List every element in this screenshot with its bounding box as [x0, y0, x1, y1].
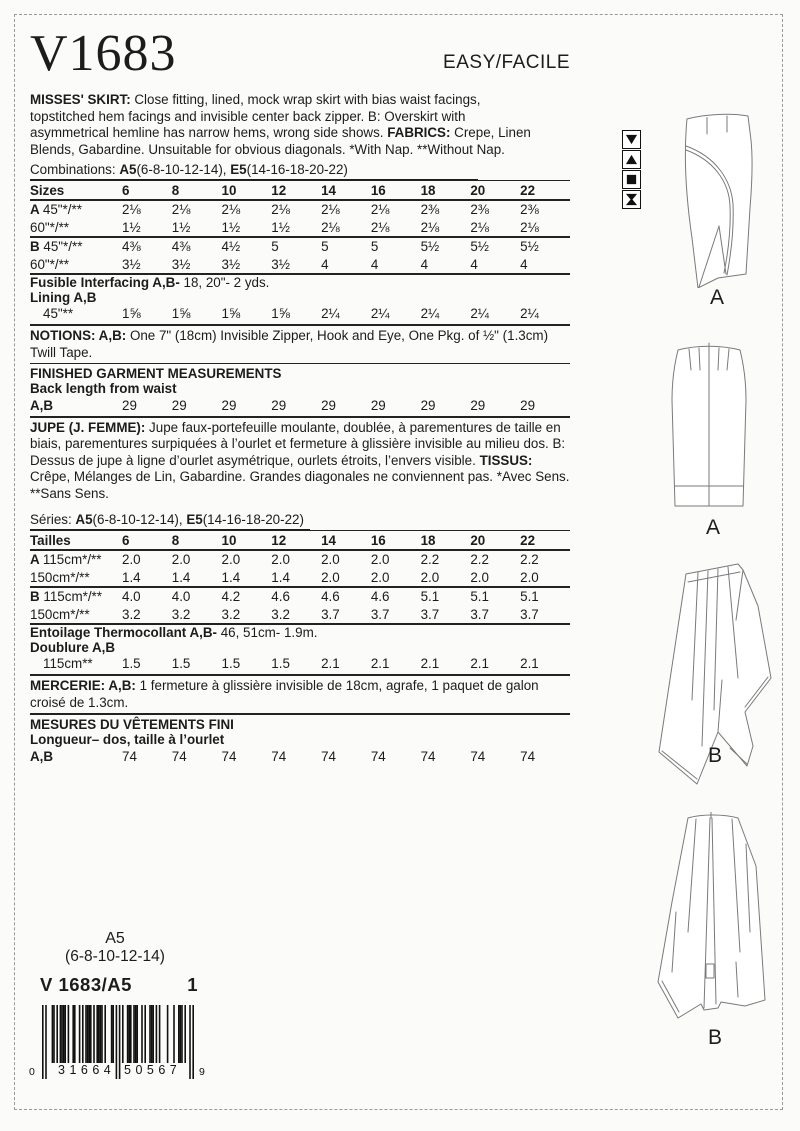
value-cell: 2.2 [520, 552, 539, 567]
figure-type-icons [622, 130, 641, 209]
section-rule [30, 363, 570, 364]
fabrics-label: FABRICS: [387, 125, 451, 140]
value-cell: 4.0 [171, 589, 191, 604]
value-cell: 4.0 [122, 589, 141, 604]
value-cell: 2.0 [370, 569, 390, 585]
mesures-title: MESURES DU VÊTEMENTS FINI [30, 717, 234, 732]
column-header: 6 [122, 532, 130, 548]
column-header: 18 [420, 182, 436, 198]
value-cell: 3½ [171, 256, 191, 272]
value-cell: 74 [221, 748, 237, 764]
column-header: 10 [221, 182, 237, 198]
column-header: Tailles [30, 532, 71, 548]
row-label: 150cm*/** [30, 569, 90, 585]
doublure-yardage-table [30, 655, 570, 673]
value-cell: 3.7 [321, 606, 340, 622]
value-cell: 1.4 [271, 569, 290, 585]
value-cell: 3.2 [271, 606, 290, 622]
value-cell: 2⅛ [321, 202, 340, 217]
yardage-table-imperial [30, 180, 570, 275]
value-cell: 5 [271, 239, 279, 254]
description-french: JUPE (J. FEMME): Jupe faux-portefeuille moulante, doublée, à parementures de taille en biais, parementures surpiquées à l’ourlet et fermeture à glissière invisible au milieu dos. B: Dessus de jupe à ligne d’ourlet asymétrique, ourlets étroits, l’envers visible. TISSUS: Crêpe, Mélanges de Lin, Gabardine. Grandes diagonales ne conviennent pas. *Avec Sens. **Sans Sens. [30, 419, 570, 501]
footer-block [29, 930, 205, 1081]
value-cell: 2⅛ [171, 202, 191, 217]
value-cell: 2.0 [420, 569, 440, 585]
table-row [30, 396, 570, 414]
column-header: 8 [171, 182, 180, 198]
hourglass-icon [622, 190, 641, 209]
value-cell: 2.0 [321, 569, 340, 585]
inverted-triangle-icon [622, 130, 641, 149]
value-cell: 4 [321, 256, 329, 272]
table-row [30, 237, 570, 256]
value-cell: 2¼ [321, 306, 340, 321]
column-header: 12 [271, 182, 287, 198]
view-a-front-drawing [672, 112, 764, 288]
row-label: A,B [30, 397, 54, 413]
value-cell: 1⅝ [171, 306, 191, 321]
value-cell: 4⅜ [122, 239, 141, 254]
value-cell: 74 [122, 748, 137, 764]
value-cell: 2.0 [171, 552, 191, 567]
value-cell: 29 [321, 397, 336, 413]
value-cell: 2.1 [370, 656, 390, 671]
combinations-label: Combinations: [30, 162, 120, 177]
entoilage-line: Entoilage Thermocollant A,B- 46, 51cm- 1.9m. [30, 624, 318, 640]
row-label: B 45"*/** [30, 239, 83, 254]
row-label: 115cm** [43, 656, 93, 671]
value-cell: 5.1 [520, 589, 539, 604]
section-rule [30, 713, 570, 715]
view-a-front-label: A [709, 286, 724, 309]
column-header: 14 [321, 532, 336, 548]
table-row [30, 550, 570, 569]
value-cell: 74 [271, 748, 287, 764]
value-cell: 74 [470, 748, 486, 764]
finished-measurements-title: FINISHED GARMENT MEASUREMENTS [30, 366, 282, 381]
lining-yardage-table [30, 305, 570, 323]
notions-paragraph: NOTIONS: A,B: One 7" (18cm) Invisible Zipper, Hook and Eye, One Pkg. of ½" (1.3cm) Twill Tape. [30, 328, 549, 360]
table-row [30, 568, 570, 587]
value-cell: 5.1 [470, 589, 489, 604]
barcode-digit-check: 9 [199, 1066, 205, 1078]
difficulty-level: EASY/FACILE [443, 52, 570, 73]
view-a-back-label: A [705, 516, 720, 539]
row-label: A 45"*/** [30, 202, 82, 217]
value-cell: 1.5 [171, 656, 191, 671]
column-header: Sizes [30, 182, 65, 198]
barcode [29, 1005, 205, 1081]
column-header: 10 [221, 532, 237, 548]
table-row [30, 305, 570, 323]
series-line: Séries: A5(6-8-10-12-14), E5(14-16-18-20-22) [30, 512, 570, 530]
finished-measurements-subtitle: Back length from waist [30, 381, 177, 396]
barcode-digit-lead: 0 [29, 1066, 35, 1078]
value-cell: 2⅜ [470, 202, 489, 217]
section-rule [30, 416, 570, 418]
mesures-subtitle: Longueur– dos, taille à l’ourlet [30, 732, 225, 747]
value-cell: 5 [321, 239, 329, 254]
value-cell: 2⅛ [321, 219, 340, 235]
column-header: 20 [470, 532, 486, 548]
value-cell: 1½ [171, 219, 191, 235]
footer-sheet-number: 1 [187, 974, 198, 995]
value-cell: 29 [420, 397, 436, 413]
row-label: A,B [30, 748, 54, 764]
value-cell: 2¼ [520, 306, 539, 321]
column-header: 22 [520, 532, 536, 548]
doublure-line: Doublure A,B [30, 639, 116, 655]
value-cell: 74 [370, 748, 386, 764]
value-cell: 3.2 [122, 606, 141, 622]
triangle-icon [622, 150, 641, 169]
value-cell: 2⅛ [221, 202, 241, 217]
value-cell: 5.1 [420, 589, 440, 604]
value-cell: 2⅜ [420, 202, 440, 217]
value-cell: 2.0 [122, 552, 141, 567]
value-cell: 4⅜ [171, 239, 191, 254]
value-cell: 5 [370, 239, 379, 254]
column-header: 8 [171, 532, 180, 548]
value-cell: 1.5 [221, 656, 241, 671]
value-cell: 1½ [122, 219, 141, 235]
value-cell: 4 [370, 256, 379, 272]
table-row [30, 255, 570, 274]
combination-group: A5 [119, 162, 137, 177]
table-row [30, 587, 570, 606]
value-cell: 1⅝ [271, 306, 290, 321]
value-cell: 2⅛ [122, 202, 141, 217]
yardage-table-metric [30, 530, 570, 625]
view-b-back-drawing [648, 812, 776, 1026]
column-header: 20 [470, 182, 486, 198]
value-cell: 2⅛ [271, 202, 290, 217]
row-label: 150cm*/** [30, 606, 90, 622]
value-cell: 29 [520, 397, 536, 413]
value-cell: 1.4 [171, 569, 191, 585]
combination-group: E5 [230, 162, 247, 177]
value-cell: 74 [420, 748, 436, 764]
column-header: 6 [122, 182, 130, 198]
value-cell: 2⅛ [420, 219, 440, 235]
mesures-table [30, 747, 570, 765]
value-cell: 2.0 [520, 569, 539, 585]
value-cell: 2.0 [271, 552, 290, 567]
back-length-table [30, 396, 570, 414]
lining-line: Lining A,B [30, 289, 97, 305]
value-cell: 4 [470, 256, 478, 272]
value-cell: 3½ [221, 256, 241, 272]
value-cell: 2⅛ [370, 219, 390, 235]
value-cell: 29 [171, 397, 187, 413]
value-cell: 2.0 [370, 552, 390, 567]
table-row [30, 655, 570, 673]
description-lead-fr: JUPE (J. FEMME): [30, 419, 146, 435]
value-cell: 29 [221, 397, 237, 413]
value-cell: 3.2 [221, 606, 241, 622]
square-icon [622, 170, 641, 189]
footer-size-range: (6-8-10-12-14) [65, 948, 165, 965]
value-cell: 5½ [420, 239, 440, 254]
value-cell: 3.7 [470, 606, 489, 622]
row-label: 45"** [43, 306, 74, 321]
value-cell: 5½ [520, 239, 539, 254]
view-a-back-drawing [653, 342, 765, 514]
section-rule [30, 324, 570, 326]
value-cell: 2.0 [470, 569, 489, 585]
value-cell: 3½ [271, 256, 290, 272]
combination-sizes: (14-16-18-20-22) [246, 162, 348, 177]
interfacing-line: Fusible Interfacing A,B- 18, 20"- 2 yds. [30, 274, 270, 290]
value-cell: 2⅛ [370, 202, 390, 217]
value-cell: 2.2 [420, 552, 440, 567]
value-cell: 4.2 [221, 589, 241, 604]
value-cell: 3.2 [171, 606, 191, 622]
value-cell: 2.0 [321, 552, 340, 567]
description-lead: MISSES' SKIRT: [30, 92, 131, 107]
header-row [30, 26, 570, 86]
value-cell: 5½ [470, 239, 489, 254]
table-row [30, 218, 570, 237]
barcode-digits-left: 31664 [58, 1063, 116, 1077]
value-cell: 2⅛ [470, 219, 489, 235]
row-label: B 115cm*/** [30, 589, 102, 604]
value-cell: 29 [271, 397, 287, 413]
row-label: A 115cm*/** [30, 552, 102, 567]
value-cell: 2.2 [470, 552, 489, 567]
value-cell: 4½ [221, 239, 241, 254]
tissus-label: TISSUS: [479, 452, 533, 468]
column-header: 16 [370, 182, 386, 198]
value-cell: 1½ [221, 219, 241, 235]
table-row [30, 200, 570, 219]
value-cell: 29 [470, 397, 486, 413]
column-header: 14 [321, 182, 336, 198]
column-header: 22 [520, 182, 536, 198]
value-cell: 2⅜ [520, 202, 539, 217]
series-label: Séries: [30, 512, 76, 527]
footer-size-group: A5 [105, 930, 125, 947]
value-cell: 2.1 [321, 656, 340, 671]
description-english [30, 92, 536, 158]
value-cell: 4.6 [370, 589, 390, 604]
value-cell: 1½ [271, 219, 290, 235]
value-cell: 2¼ [420, 306, 440, 321]
column-header: 18 [420, 532, 436, 548]
mercerie-paragraph: MERCERIE: A,B: 1 fermeture à glissière invisible de 18cm, agrafe, 1 paquet de galon croisé de 1.3cm. [30, 678, 539, 710]
value-cell: 29 [370, 397, 386, 413]
value-cell: 74 [171, 748, 187, 764]
value-cell: 74 [321, 748, 336, 764]
value-cell: 4 [520, 256, 528, 272]
fabrics-text: Crepe, Linen Blends, Gabardine. Unsuitable for obvious diagonals. *With Nap. **Without Nap. [30, 125, 531, 157]
value-cell: 1⅝ [122, 306, 141, 321]
value-cell: 2.1 [520, 656, 539, 671]
view-b-back-label: B [707, 1026, 722, 1049]
value-cell: 29 [122, 397, 137, 413]
value-cell: 2.0 [221, 552, 241, 567]
value-cell: 3½ [122, 256, 141, 272]
value-cell: 1.4 [122, 569, 141, 585]
value-cell: 1.4 [221, 569, 241, 585]
column-header: 12 [271, 532, 287, 548]
value-cell: 2¼ [470, 306, 489, 321]
value-cell: 2.1 [420, 656, 440, 671]
footer-sku: V 1683/A5 [40, 974, 132, 995]
value-cell: 3.7 [370, 606, 390, 622]
content-column [30, 26, 570, 765]
value-cell: 74 [520, 748, 536, 764]
value-cell: 4.6 [271, 589, 290, 604]
column-header: 16 [370, 532, 386, 548]
view-b-front-label: B [707, 744, 722, 767]
value-cell: 2⅛ [520, 219, 539, 235]
section-rule [30, 674, 570, 676]
row-label: 60"*/** [30, 219, 70, 235]
combination-sizes: (6-8-10-12-14), [136, 162, 231, 177]
value-cell: 4.6 [321, 589, 340, 604]
value-cell: 3.7 [420, 606, 440, 622]
value-cell: 1.5 [122, 656, 141, 671]
barcode-digits-right: 50567 [124, 1063, 182, 1077]
combinations-line [30, 162, 570, 180]
table-row [30, 605, 570, 624]
value-cell: 2.1 [470, 656, 489, 671]
value-cell: 4 [420, 256, 429, 272]
table-row [30, 747, 570, 765]
pattern-number: V1683 [30, 25, 177, 82]
value-cell: 3.7 [520, 606, 539, 622]
row-label: 60"*/** [30, 256, 70, 272]
description-body: Close fitting, lined, mock wrap skirt with bias waist facings, topstitched hem facings and invisible center back zipper. B: Overskirt with asymmetrical hemline has narrow hems, wrong side shows. [30, 92, 481, 140]
value-cell: 1.5 [271, 656, 290, 671]
value-cell: 1⅝ [221, 306, 241, 321]
value-cell: 2¼ [370, 306, 390, 321]
